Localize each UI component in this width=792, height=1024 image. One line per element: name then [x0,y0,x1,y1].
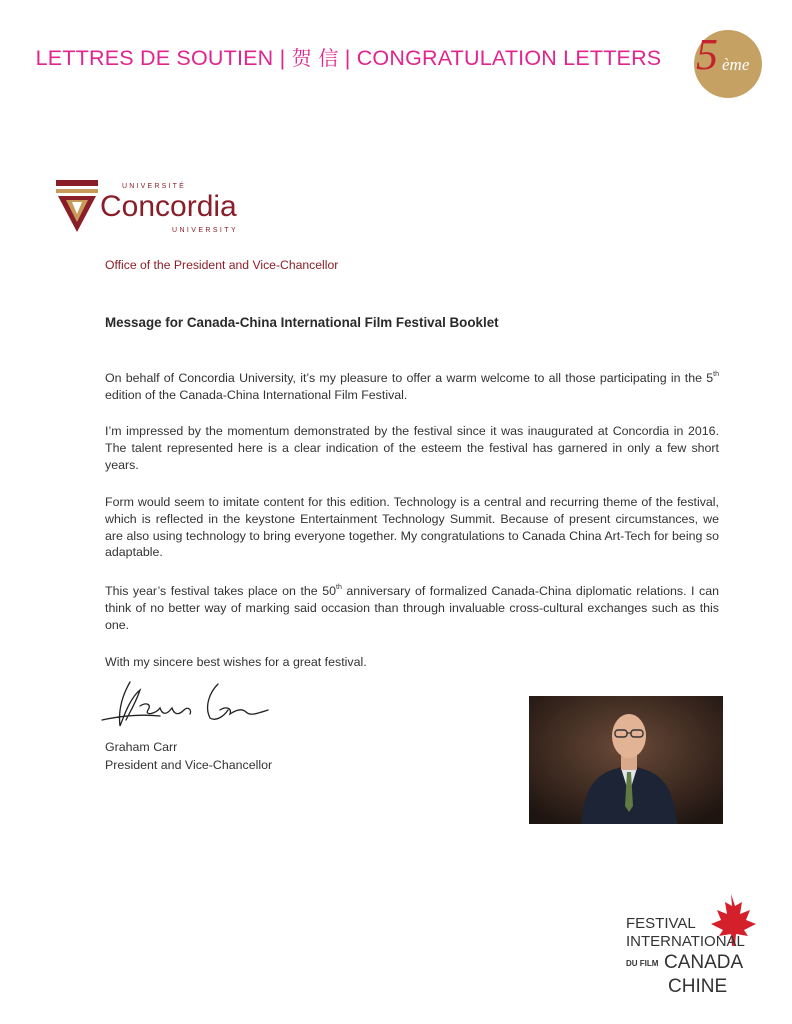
festival-logo [616,888,766,998]
letter-paragraph-2: I’m impressed by the momentum demonstrated by the festival since it was inaugurated at Concordia in 2016. The talent represented here is a clear indication of the esteem the festival has garnered in only a few short years. [105,424,719,472]
president-portrait-photo [529,696,723,824]
logo-university-text: UNIVERSITY [172,227,239,234]
logo-universite-text: UNIVERSITÉ [122,183,187,190]
edition-suffix: ème [722,55,750,74]
festival-logo-line2: INTERNATIONAL [626,933,745,950]
office-line: Office of the President and Vice-Chancellor [105,258,339,272]
header-title-en: CONGRATULATION LETTERS [356,46,662,70]
edition-number: 5 [696,30,718,79]
letter-heading: Message for Canada-China International Film Festival Booklet [105,315,499,330]
logo-concordia-wordmark: Concordia [100,190,237,223]
signer-name: Graham Carr [105,740,178,754]
header-title-zh: 贺 信 [291,46,339,70]
page-header-title [0,42,792,71]
festival-logo-du-film: DU FILM [626,959,659,968]
header-separator: | [344,46,351,70]
signer-title: President and Vice-Chancellor [105,758,273,772]
letter-paragraph-1: On behalf of Concordia University, it’s my pleasure to offer a warm welcome to all those participating in the 5th edition of the Canada-China International Film Festival. [105,370,719,402]
festival-logo-chine: CHINE [668,976,728,997]
letter-paragraph-3: Form would seem to imitate content for this edition. Technology is a central and recurring theme of the festival, which is reflected in the keystone Entertainment Technology Summit. Because of present circumstances, we are also using technology to bring everyone together. My congratulations to Canada China Art-Tech for being so adaptable. [105,495,719,560]
festival-logo-canada: CANADA [664,952,744,973]
header-title-fr: LETTRES DE SOUTIEN [35,46,274,70]
festival-logo-line1: FESTIVAL [626,915,696,932]
handwritten-signature [100,676,270,736]
concordia-shield-icon [56,180,98,232]
letter-closing: With my sincere best wishes for a great festival. [105,655,367,669]
letter-paragraph-4: This year’s festival takes place on the 50th anniversary of formalized Canada-China diplomatic relations. I can think of no better way of marking said occasion than through invaluable cross-cultural exchanges such as this one. [105,583,719,632]
header-separator: | [279,46,286,70]
concordia-logo [54,178,280,236]
